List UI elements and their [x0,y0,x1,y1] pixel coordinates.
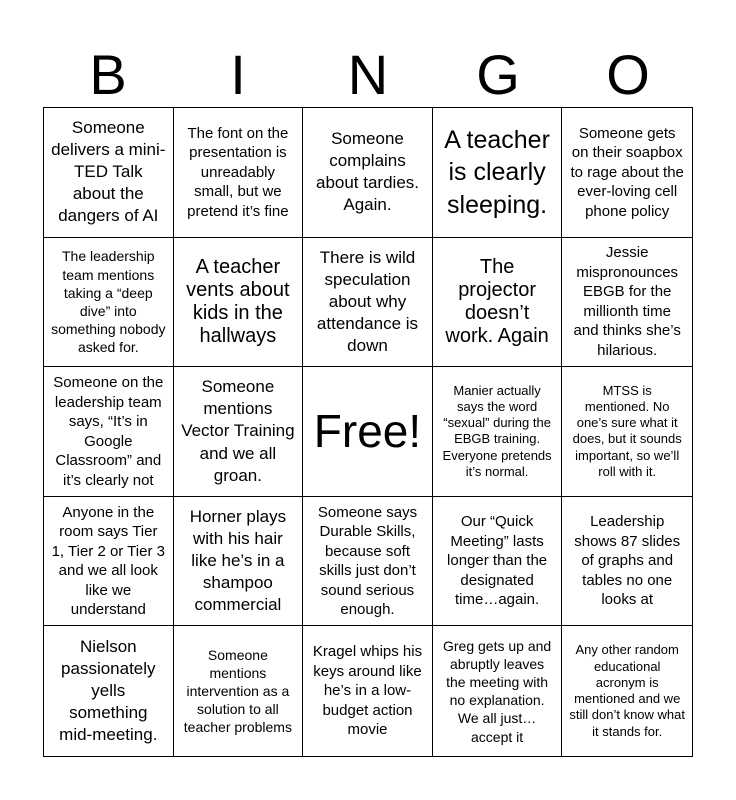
bingo-board [43,107,693,757]
bingo-cell-r5c2[interactable]: Someone mentions intervention as a solution to all teacher problems [174,626,304,756]
bingo-cell-r1c1[interactable]: Someone delivers a mini-TED Talk about the dangers of AI [44,108,174,238]
bingo-cell-r1c3[interactable]: Someone complains about tardies. Again. [303,108,433,238]
bingo-cell-r2c1[interactable]: The leadership team mentions taking a “deep dive” into something nobody asked for. [44,238,174,368]
bingo-cell-r5c1[interactable]: Nielson passionately yells something mid-meeting. [44,626,174,756]
title-letter-i: I [230,43,246,106]
bingo-cell-r4c5[interactable]: Leadership shows 87 slides of graphs and tables no one looks at [562,497,692,627]
bingo-title [43,44,693,106]
bingo-cell-r4c1[interactable]: Anyone in the room says Tier 1, Tier 2 or Tier 3 and we all look like we understand [44,497,174,627]
bingo-cell-r1c4[interactable]: A teacher is clearly sleeping. [433,108,563,238]
bingo-cell-r3c2[interactable]: Someone mentions Vector Training and we all groan. [174,367,304,497]
bingo-cell-r2c2[interactable]: A teacher vents about kids in the hallways [174,238,304,368]
bingo-cell-r4c2[interactable]: Horner plays with his hair like he’s in a shampoo commercial [174,497,304,627]
bingo-cell-r5c5[interactable]: Any other random educational acronym is mentioned and we still don’t know what it stands for. [569,642,686,739]
bingo-cell-r4c4[interactable]: Our “Quick Meeting” lasts longer than the designated time…again. [433,497,563,627]
title-letter-b: B [89,43,127,106]
bingo-cell-r1c2[interactable]: The font on the presentation is unreadably small, but we pretend it’s fine [174,108,304,238]
title-letter-g: G [476,43,520,106]
bingo-cell-r5c3[interactable]: Kragel whips his keys around like he’s in a low-budget action movie [303,626,433,756]
title-letter-n: N [347,43,389,106]
bingo-cell-free[interactable]: Free! [303,367,433,497]
bingo-cell-r3c1[interactable]: Someone on the leadership team says, “It’s in Google Classroom” and it’s clearly not [44,367,174,497]
bingo-cell-r1c5[interactable]: Someone gets on their soapbox to rage about the ever-loving cell phone policy [562,108,692,238]
bingo-cell-r2c3[interactable]: There is wild speculation about why attendance is down [303,238,433,368]
bingo-cell-r4c3[interactable]: Someone says Durable Skills, because soft skills just don’t sound serious enough. [303,497,433,627]
bingo-cell-r3c4[interactable]: Manier actually says the word “sexual” during the EBGB training. Everyone pretends it’s normal. [433,367,563,497]
bingo-cell-r3c5[interactable]: MTSS is mentioned. No one’s sure what it does, but it sounds important, so we’ll roll with it. [562,367,692,497]
bingo-cell-r5c4[interactable]: Greg gets up and abruptly leaves the meeting with no explanation. We all just…accept it [433,626,563,756]
title-letter-o: O [606,43,650,106]
bingo-cell-r2c4[interactable]: The projector doesn’t work. Again [433,238,563,368]
bingo-cell-r2c5[interactable]: Jessie mispronounces EBGB for the millionth time and thinks she’s hilarious. [562,238,692,368]
